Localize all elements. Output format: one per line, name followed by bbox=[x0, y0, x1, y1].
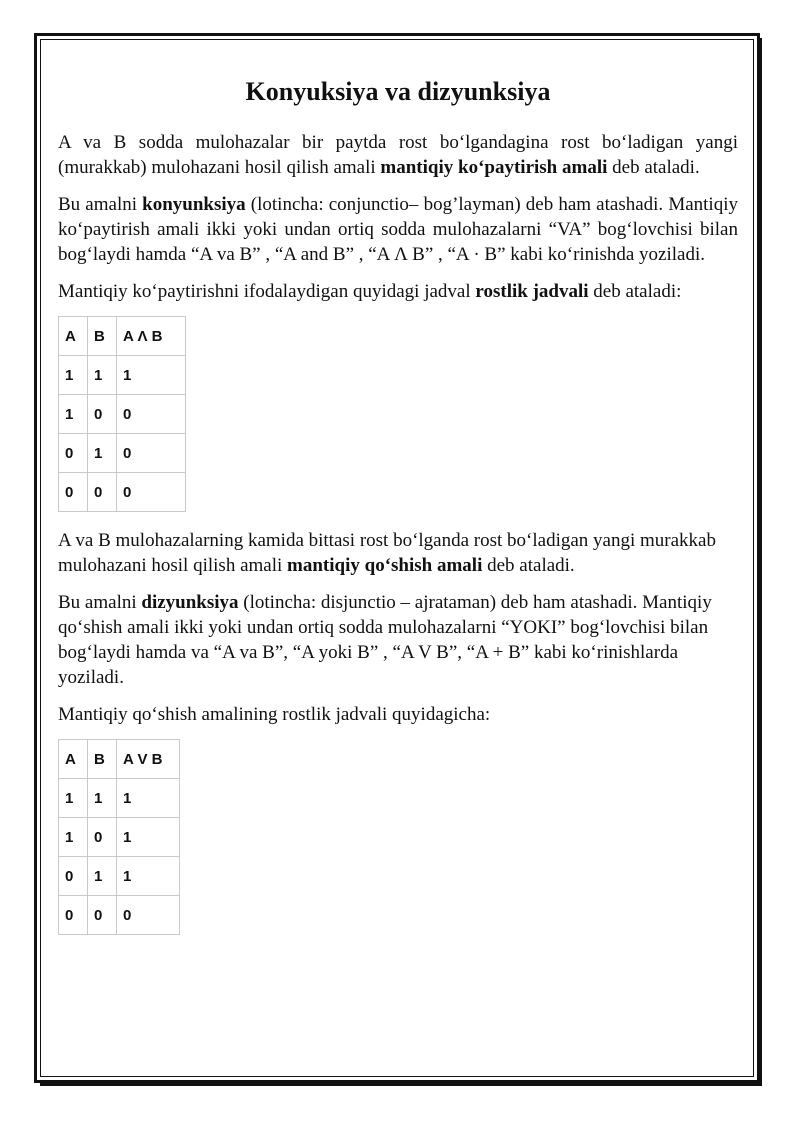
bold-term: konyunksiya bbox=[142, 194, 246, 215]
table-header-cell: B bbox=[88, 317, 117, 356]
table-cell: 0 bbox=[88, 395, 117, 434]
paragraph-conjunction-definition bbox=[58, 130, 738, 180]
paragraph-text: deb ataladi: bbox=[588, 281, 682, 302]
table-cell: 1 bbox=[59, 818, 88, 857]
table-cell: 1 bbox=[88, 356, 117, 395]
table-header-cell: B bbox=[88, 740, 117, 779]
table-row bbox=[59, 473, 186, 512]
table-header-cell: A Λ B bbox=[117, 317, 186, 356]
table-cell: 1 bbox=[59, 395, 88, 434]
paragraph-text: (lotincha: disjunctio – ajrataman) deb ham atashadi. Mantiqiy qo‘shish amali ikki yoki undan ortiq sodda mulohazalarni “YOKI” bog‘lovchisi bilan bog‘laydi hamda va “A va B”, “A yoki B” , “A V B”, “A + B” kabi ko‘rinishlarda yoziladi. bbox=[58, 592, 712, 688]
paragraph-conjunction-notation bbox=[58, 192, 738, 267]
table-cell: 1 bbox=[59, 779, 88, 818]
table-cell: 1 bbox=[59, 356, 88, 395]
paragraph-text: Mantiqiy ko‘paytirishni ifodalaydigan quyidagi jadval bbox=[58, 281, 476, 302]
paragraph-text: deb ataladi. bbox=[607, 157, 700, 178]
paragraph-disjunction-notation bbox=[58, 590, 738, 690]
table-cell: 0 bbox=[117, 473, 186, 512]
table-cell: 0 bbox=[59, 434, 88, 473]
table-row bbox=[59, 896, 180, 935]
table-cell: 0 bbox=[88, 818, 117, 857]
bold-term: mantiqiy ko‘paytirish amali bbox=[380, 157, 608, 178]
table-cell: 1 bbox=[88, 434, 117, 473]
table-cell: 1 bbox=[117, 857, 180, 896]
table-cell: 0 bbox=[117, 896, 180, 935]
table-cell: 0 bbox=[88, 896, 117, 935]
table-header-cell: A V B bbox=[117, 740, 180, 779]
table-cell: 0 bbox=[117, 434, 186, 473]
table-cell: 1 bbox=[88, 857, 117, 896]
bold-term: rostlik jadvali bbox=[475, 281, 589, 302]
table-cell: 1 bbox=[117, 356, 186, 395]
paragraph-disjunction-table-intro: Mantiqiy qo‘shish amalining rostlik jadvali quyidagicha: bbox=[58, 704, 491, 725]
table-cell: 1 bbox=[117, 779, 180, 818]
bold-term: mantiqiy qo‘shish amali bbox=[287, 555, 483, 576]
table-cell: 0 bbox=[117, 395, 186, 434]
table-row bbox=[59, 818, 180, 857]
table-header-row bbox=[59, 740, 180, 779]
document-content bbox=[58, 76, 738, 951]
table-cell: 0 bbox=[88, 473, 117, 512]
table-cell: 0 bbox=[59, 473, 88, 512]
table-cell: 1 bbox=[88, 779, 117, 818]
table-row bbox=[59, 779, 180, 818]
table-row bbox=[59, 434, 186, 473]
paragraph-truth-table-intro bbox=[58, 279, 738, 304]
bold-term: dizyunksiya bbox=[141, 592, 239, 613]
paragraph-text: A va B sodda mulohazalar bir paytda rost bo‘lgandagina rost bo‘ladigan yangi (murakkab) mulohazani hosil qilish amali bbox=[58, 132, 738, 178]
page-frame bbox=[34, 33, 760, 1083]
disjunction-truth-table bbox=[58, 739, 180, 935]
page-title: Konyuksiya va dizyunksiya bbox=[245, 77, 551, 106]
paragraph-text: deb ataladi. bbox=[482, 555, 575, 576]
table-row bbox=[59, 857, 180, 896]
table-header-cell: A bbox=[59, 740, 88, 779]
paragraph-text: (lotincha: conjunctio– bog’layman) deb ham atashadi. Mantiqiy ko‘paytirish amali ikki yoki undan ortiq sodda mulohazalarni “VA” bog‘lovchisi bilan bog‘laydi hamda “A va B” , “A and B” , “A Λ B” , “A · B” kabi ko‘rinishda yoziladi. bbox=[58, 194, 738, 265]
paragraph-text: Bu amalni bbox=[58, 194, 143, 215]
table-cell: 0 bbox=[59, 896, 88, 935]
table-cell: 1 bbox=[117, 818, 180, 857]
conjunction-truth-table bbox=[58, 316, 186, 512]
table-header-row bbox=[59, 317, 186, 356]
table-header-cell: A bbox=[59, 317, 88, 356]
table-row bbox=[59, 356, 186, 395]
paragraph-disjunction-definition bbox=[58, 528, 738, 578]
paragraph-text: A va B mulohazalarning kamida bittasi rost bo‘lganda rost bo‘ladigan yangi murakkab mulohazani hosil qilish amali bbox=[58, 530, 716, 576]
paragraph-text: Bu amalni bbox=[58, 592, 142, 613]
table-cell: 0 bbox=[59, 857, 88, 896]
table-row bbox=[59, 395, 186, 434]
